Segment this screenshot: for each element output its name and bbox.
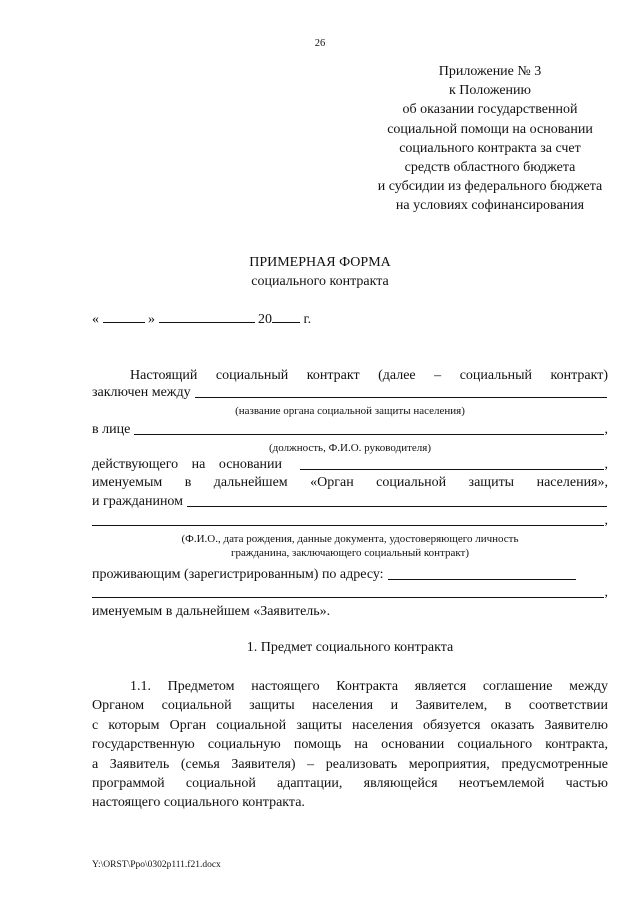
paragraph-line: с которым Орган социальной защиты населения обязуется оказать Заявителю (92, 717, 608, 733)
caption-authority-name: (название органа социальной защиты населения) (235, 405, 465, 417)
appendix-line: социального контракта за счет (399, 140, 581, 156)
close-quote: » (148, 312, 155, 327)
year-suffix: г. (303, 312, 312, 327)
paragraph-line: 1.1. Предметом настоящего Контракта является соглашение между (130, 679, 608, 694)
form-title (0, 253, 640, 291)
contract-date-line (92, 310, 311, 328)
form-title-main: ПРИМЕРНАЯ ФОРМА (249, 255, 391, 270)
represented-by-row: в лице , (92, 422, 608, 437)
file-path-footer: Y:\ORST\Ppo\0302p111.f21.docx (92, 860, 221, 870)
intro-line-1: Настоящий социальный контракт (далее – социальный контракт) (130, 368, 608, 383)
citizen-row: и гражданином (92, 494, 608, 510)
head-name-field[interactable] (134, 433, 603, 435)
intro-line-5: именуемым в дальнейшем «Орган социальной защиты населения», (92, 475, 608, 490)
address-row: проживающим (зарегистрированным) по адресу: (92, 567, 608, 583)
form-title-sub: социального контракта (251, 274, 389, 289)
appendix-line: к Положению (448, 83, 531, 99)
concluded-between-row: заключен между (92, 385, 608, 401)
caption-citizen-details: (Ф.И.О., дата рождения, данные документа, удостоверяющего личность гражданина, заключающего социальный контракт) (181, 533, 519, 559)
citizen-details-field[interactable] (92, 524, 604, 526)
paragraph-line: настоящего социального контракта. (92, 795, 305, 811)
paragraph-line: а Заявитель (семья Заявителя) – реализовать мероприятия, предусмотренные (92, 756, 608, 772)
year-prefix: 20 (258, 312, 272, 327)
page-number: 26 (314, 38, 326, 49)
appendix-line: Приложение № 3 (438, 64, 542, 79)
address-field[interactable] (388, 578, 576, 580)
section-1-paragraph (92, 677, 608, 813)
acting-on-basis-row: действующего на основании , (92, 457, 608, 472)
open-quote: « (92, 312, 99, 327)
address-row-continued: , (92, 585, 608, 601)
appendix-line: социальной помощи на основании (387, 121, 593, 137)
basis-document-field[interactable] (300, 468, 603, 470)
paragraph-line: программой социальной адаптации, являющейся неотъемлемой частью (92, 776, 608, 792)
caption-head-position: (должность, Ф.И.О. руководителя) (269, 442, 431, 454)
intro-line-10: именуемым в дальнейшем «Заявитель». (92, 604, 331, 619)
year-blank[interactable] (272, 310, 300, 323)
paragraph-line: государственную социальную помощь на основании социального контракта, (92, 737, 608, 753)
citizen-row-continued: , (92, 513, 608, 529)
section-1-title: 1. Предмет социального контракта (246, 640, 454, 655)
month-blank[interactable] (159, 310, 255, 323)
citizen-name-field[interactable] (187, 505, 607, 507)
paragraph-line: Органом социальной защиты населения и Заявителем, в соответствии (92, 698, 608, 714)
authority-name-field[interactable] (195, 396, 607, 398)
day-blank[interactable] (103, 310, 145, 323)
appendix-line: и субсидии из федерального бюджета (377, 179, 603, 195)
appendix-header (340, 62, 640, 216)
appendix-line: об оказании государственной (402, 102, 578, 118)
appendix-line: на условиях софинансирования (395, 198, 585, 214)
address-continued-field[interactable] (92, 596, 604, 598)
appendix-line: средств областного бюджета (404, 160, 576, 176)
